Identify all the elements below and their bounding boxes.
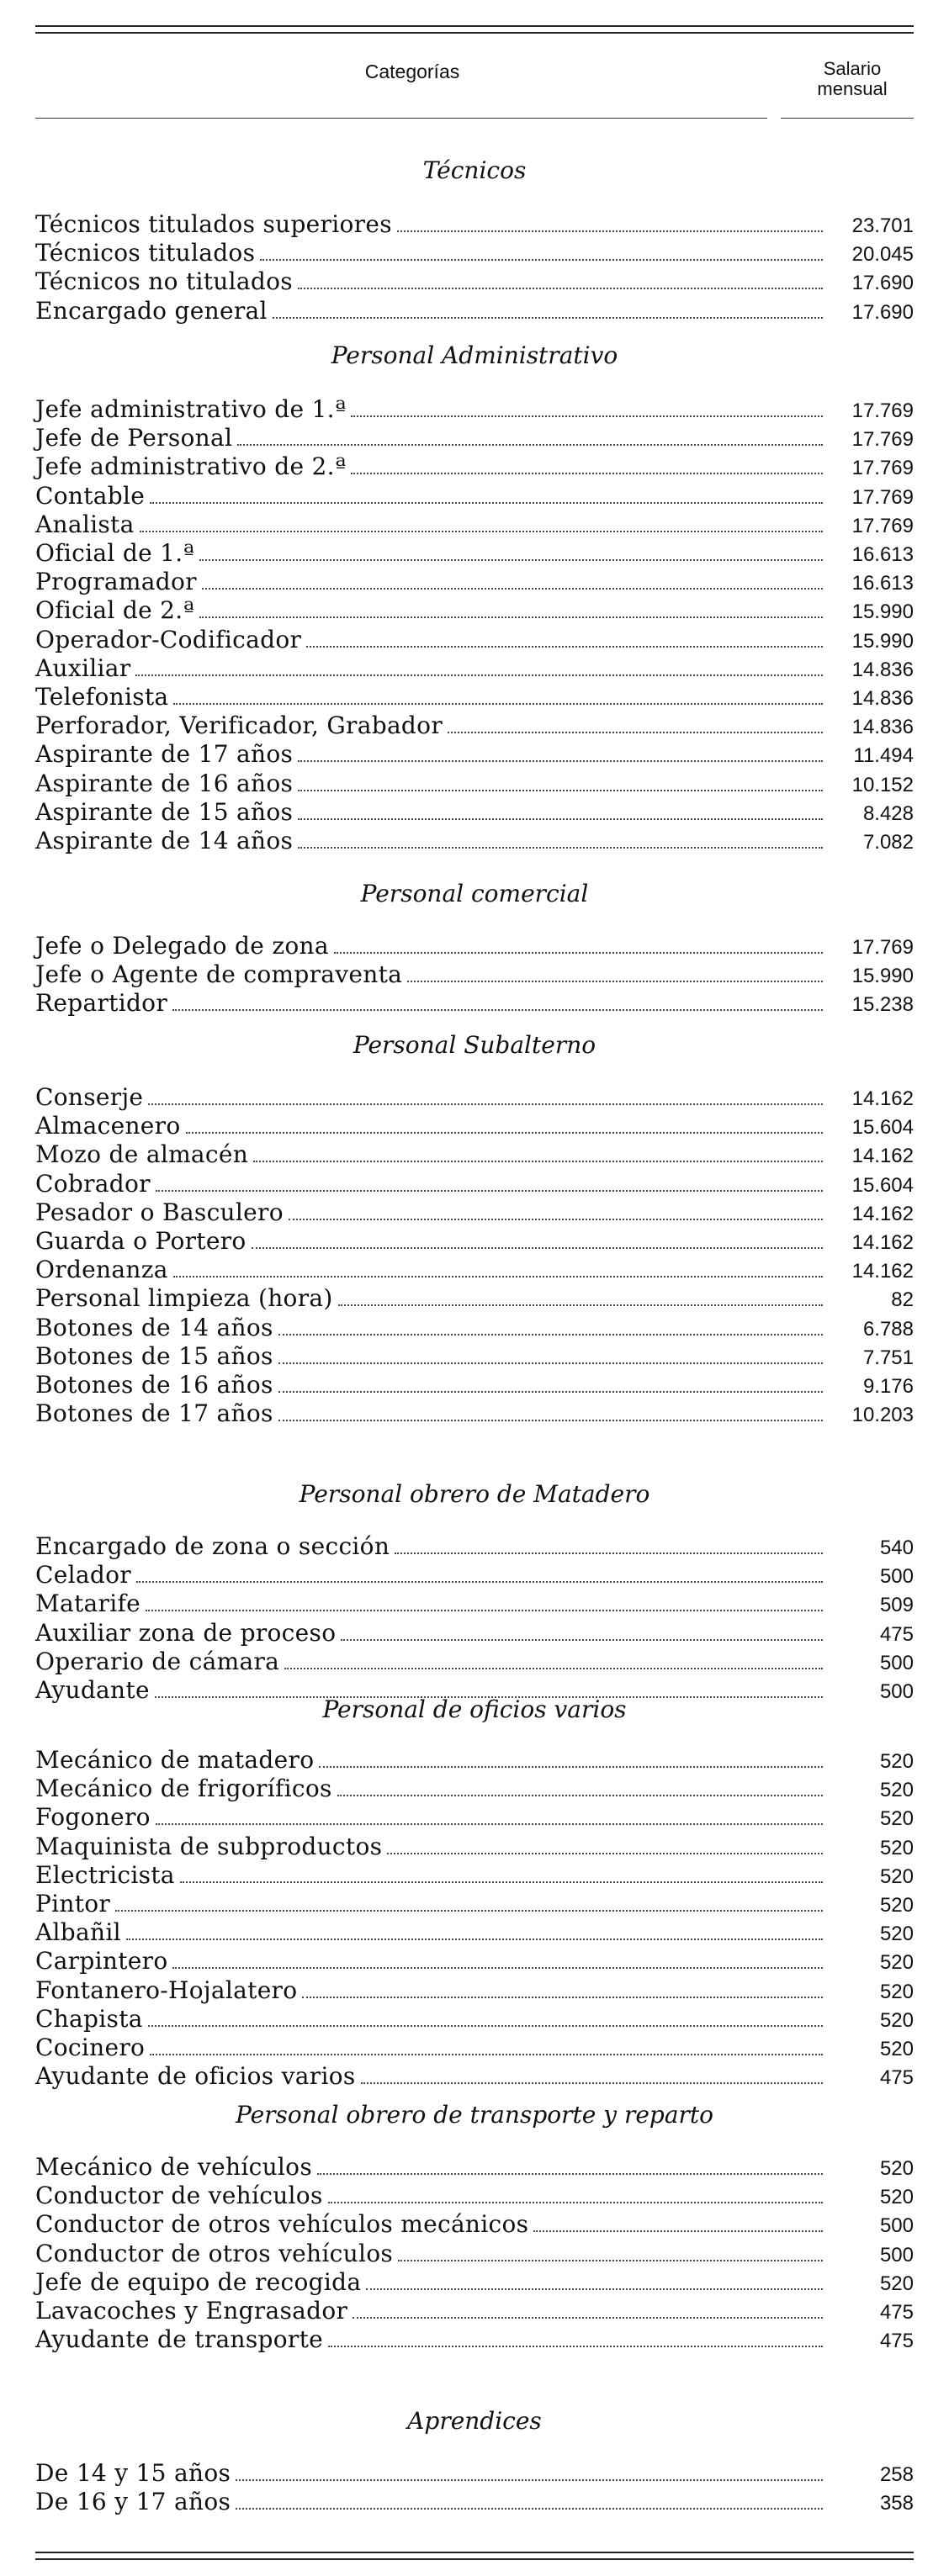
salary-value: 540 bbox=[879, 1537, 914, 1559]
category-label: Jefe administrativo de 1.ª bbox=[35, 395, 347, 423]
salary-value: 17.769 bbox=[851, 457, 914, 480]
category-label: De 14 y 15 años bbox=[35, 2459, 231, 2487]
category-label: Ordenanza bbox=[35, 1256, 168, 1284]
category-label: Telefonista bbox=[35, 683, 169, 711]
section-title: Personal comercial bbox=[360, 880, 589, 907]
table-row bbox=[35, 2005, 914, 2034]
dot-leader bbox=[387, 1851, 823, 1854]
table-row bbox=[35, 239, 914, 267]
table-row bbox=[35, 1140, 914, 1169]
category-label: Botones de 16 años bbox=[35, 1371, 273, 1399]
table-row bbox=[35, 1619, 914, 1648]
salary-value: 500 bbox=[879, 1565, 914, 1589]
table-row bbox=[35, 1083, 914, 1112]
category-label: Aspirante de 14 años bbox=[35, 827, 294, 854]
dot-leader bbox=[273, 315, 823, 319]
salary-value: 520 bbox=[879, 1779, 914, 1802]
salary-value: 14.836 bbox=[851, 716, 914, 739]
dot-leader bbox=[236, 2506, 823, 2510]
dot-leader bbox=[199, 615, 823, 618]
salary-value: 520 bbox=[879, 1923, 914, 1946]
category-label: Auxiliar zona de proceso bbox=[35, 1618, 337, 1647]
dot-leader bbox=[298, 845, 823, 849]
table-row bbox=[35, 1342, 914, 1371]
dot-leader bbox=[306, 644, 823, 648]
salary-value: 15.990 bbox=[851, 965, 914, 988]
category-label: Fogonero bbox=[35, 1803, 151, 1832]
dot-leader bbox=[172, 1008, 823, 1011]
salary-value: 15.990 bbox=[851, 600, 914, 624]
salary-value: 520 bbox=[879, 1807, 914, 1831]
section-title: Personal Administrativo bbox=[331, 341, 618, 369]
category-label: Botones de 17 años bbox=[35, 1399, 273, 1428]
category-label: Guarda o Portero bbox=[35, 1227, 247, 1255]
category-label: Mozo de almacén bbox=[35, 1140, 249, 1169]
salary-header-line2: mensual bbox=[817, 78, 888, 99]
table-row bbox=[35, 1112, 914, 1140]
category-label: Almacenero bbox=[35, 1112, 181, 1140]
table-row bbox=[35, 1976, 914, 2005]
dot-leader bbox=[298, 286, 823, 289]
salary-value: 520 bbox=[879, 1865, 914, 1888]
dot-leader bbox=[135, 673, 823, 676]
dot-leader bbox=[237, 442, 823, 446]
table-row bbox=[35, 596, 914, 625]
table-row bbox=[35, 770, 914, 798]
salary-value: 15.238 bbox=[851, 993, 914, 1017]
dot-leader bbox=[398, 2258, 823, 2261]
table-row bbox=[35, 482, 914, 510]
dot-leader bbox=[278, 1389, 823, 1393]
dot-leader bbox=[298, 759, 823, 762]
table-row bbox=[35, 267, 914, 296]
dot-leader bbox=[150, 500, 823, 504]
dot-leader bbox=[236, 2478, 823, 2481]
dot-leader bbox=[284, 1666, 823, 1669]
dot-leader bbox=[156, 1188, 823, 1192]
dot-leader bbox=[278, 1361, 823, 1364]
table-row bbox=[35, 989, 914, 1018]
dot-leader bbox=[448, 730, 823, 733]
table-row bbox=[35, 424, 914, 452]
category-label: Ayudante de transporte bbox=[35, 2325, 324, 2354]
category-label: Matarife bbox=[35, 1590, 140, 1618]
dot-leader bbox=[278, 1332, 823, 1336]
table-row bbox=[35, 960, 914, 989]
salary-header-line1: Salario bbox=[823, 58, 882, 79]
section-title: Personal obrero de Matadero bbox=[299, 1480, 650, 1508]
table-row bbox=[35, 740, 914, 769]
category-label: Conductor de otros vehículos bbox=[35, 2239, 394, 2267]
salary-value: 8.428 bbox=[862, 801, 914, 825]
table-row bbox=[35, 827, 914, 855]
salary-value: 475 bbox=[879, 2330, 914, 2353]
dot-leader bbox=[334, 950, 823, 954]
table-row bbox=[35, 395, 914, 424]
category-label: Mecánico de frigoríficos bbox=[35, 1775, 332, 1803]
dot-leader bbox=[186, 1130, 823, 1134]
table-row bbox=[35, 539, 914, 568]
salary-value: 10.203 bbox=[851, 1404, 914, 1427]
category-label: Pesador o Basculero bbox=[35, 1198, 284, 1226]
table-row bbox=[35, 2459, 914, 2488]
salary-value: 520 bbox=[879, 2186, 914, 2209]
salary-value: 17.769 bbox=[851, 485, 914, 509]
salary-value: 16.613 bbox=[851, 543, 914, 566]
dot-leader bbox=[351, 471, 823, 474]
category-label: Jefe de equipo de recogida bbox=[35, 2267, 362, 2296]
dot-leader bbox=[150, 2052, 823, 2055]
salary-value: 6.788 bbox=[862, 1317, 914, 1341]
dot-leader bbox=[146, 1608, 823, 1611]
category-label: Encargado de zona o sección bbox=[35, 1532, 390, 1560]
category-label: Contable bbox=[35, 481, 146, 510]
salary-value: 14.162 bbox=[851, 1087, 914, 1110]
salary-value: 258 bbox=[879, 2463, 914, 2486]
salary-value: 17.690 bbox=[851, 272, 914, 295]
table-row bbox=[35, 1947, 914, 1976]
salary-value: 475 bbox=[879, 1622, 914, 1646]
category-label: Conserje bbox=[35, 1083, 144, 1111]
salary-value: 17.769 bbox=[851, 428, 914, 452]
table-row bbox=[35, 2182, 914, 2210]
salary-value: 17.769 bbox=[851, 936, 914, 959]
table-row bbox=[35, 1198, 914, 1227]
table-row bbox=[35, 2488, 914, 2516]
salary-value: 17.690 bbox=[851, 300, 914, 324]
dot-leader bbox=[202, 586, 823, 590]
table-row bbox=[35, 1170, 914, 1198]
category-label: Ayudante de oficios varios bbox=[35, 2062, 356, 2091]
dot-leader bbox=[397, 229, 823, 232]
salary-value: 500 bbox=[879, 2214, 914, 2238]
dot-leader bbox=[338, 1303, 823, 1306]
salary-value: 15.990 bbox=[851, 629, 914, 653]
category-label: Aspirante de 15 años bbox=[35, 797, 294, 826]
table-row bbox=[35, 297, 914, 325]
category-label: Electricista bbox=[35, 1860, 175, 1889]
salary-value: 500 bbox=[879, 2243, 914, 2267]
salary-value: 520 bbox=[879, 1750, 914, 1773]
category-label: Botones de 15 años bbox=[35, 1341, 273, 1370]
dot-leader bbox=[317, 2171, 823, 2175]
salary-value: 9.176 bbox=[862, 1375, 914, 1398]
table-row bbox=[35, 1532, 914, 1561]
salary-value: 11.494 bbox=[853, 744, 914, 768]
table-row bbox=[35, 2240, 914, 2268]
dot-leader bbox=[140, 529, 823, 532]
table-row bbox=[35, 1561, 914, 1590]
salary-value: 10.152 bbox=[851, 773, 914, 796]
category-label: Jefe o Agente de compraventa bbox=[35, 960, 403, 989]
dot-leader bbox=[298, 817, 823, 820]
dot-leader bbox=[366, 2287, 823, 2290]
table-row bbox=[35, 2325, 914, 2354]
salary-value: 520 bbox=[879, 1836, 914, 1859]
dot-leader bbox=[298, 788, 823, 791]
dot-leader bbox=[533, 2229, 823, 2232]
dot-leader bbox=[337, 1793, 823, 1796]
table-row bbox=[35, 1371, 914, 1399]
salary-value: 14.162 bbox=[851, 1231, 914, 1254]
table-row bbox=[35, 654, 914, 683]
table-row bbox=[35, 1399, 914, 1428]
category-label: Auxiliar bbox=[35, 653, 131, 682]
dot-leader bbox=[156, 1822, 823, 1825]
salary-value: 14.836 bbox=[851, 658, 914, 681]
bottom-rule-1 bbox=[35, 2552, 914, 2553]
salary-value: 15.604 bbox=[851, 1173, 914, 1197]
salary-value: 17.769 bbox=[851, 399, 914, 422]
category-label: Cocinero bbox=[35, 2034, 146, 2061]
salary-value: 500 bbox=[879, 1651, 914, 1674]
table-row bbox=[35, 510, 914, 539]
dot-leader bbox=[180, 1880, 823, 1883]
table-row bbox=[35, 1648, 914, 1676]
table-row bbox=[35, 1775, 914, 1803]
salary-value: 520 bbox=[879, 2038, 914, 2060]
table-row bbox=[35, 2268, 914, 2297]
dot-leader bbox=[361, 2081, 823, 2084]
category-label: Chapista bbox=[35, 2004, 143, 2033]
category-label: Técnicos titulados bbox=[35, 239, 256, 267]
dot-leader bbox=[199, 558, 823, 561]
salary-value: 14.836 bbox=[851, 687, 914, 710]
dot-leader bbox=[126, 1937, 823, 1940]
salary-value: 475 bbox=[879, 2066, 914, 2090]
dot-leader bbox=[341, 1637, 823, 1641]
table-row bbox=[35, 711, 914, 740]
salary-value: 500 bbox=[879, 1680, 914, 1703]
category-label: Perforador, Verificador, Grabador bbox=[35, 711, 443, 740]
salary-value: 23.701 bbox=[851, 214, 914, 237]
table-row bbox=[35, 2034, 914, 2062]
dot-leader bbox=[252, 1246, 823, 1249]
salary-value: 14.162 bbox=[851, 1145, 914, 1168]
table-row bbox=[35, 2210, 914, 2239]
dot-leader bbox=[328, 2200, 823, 2203]
table-row bbox=[35, 1918, 914, 1947]
table-row bbox=[35, 2297, 914, 2325]
salary-value: 17.769 bbox=[851, 514, 914, 537]
dot-leader bbox=[148, 1102, 823, 1105]
dot-leader bbox=[351, 414, 823, 417]
dot-leader bbox=[115, 1908, 823, 1912]
category-label: Operador-Codificador bbox=[35, 625, 302, 653]
table-row bbox=[35, 1746, 914, 1775]
section-title: Personal de oficios varios bbox=[322, 1695, 627, 1723]
table-row bbox=[35, 452, 914, 481]
table-row bbox=[35, 1284, 914, 1313]
table-row bbox=[35, 1803, 914, 1832]
salary-value: 520 bbox=[879, 1951, 914, 1975]
salary-value: 14.162 bbox=[851, 1202, 914, 1225]
category-label: Pintor bbox=[35, 1890, 111, 1917]
category-label: Aspirante de 17 años bbox=[35, 740, 294, 769]
category-label: Jefe administrativo de 2.ª bbox=[35, 452, 347, 481]
category-label: Botones de 14 años bbox=[35, 1313, 273, 1341]
table-row bbox=[35, 2062, 914, 2091]
dot-leader bbox=[172, 1965, 823, 1969]
header-rule-left bbox=[35, 118, 767, 119]
dot-leader bbox=[253, 1159, 823, 1162]
salary-value: 7.082 bbox=[862, 831, 914, 854]
category-label: Albañil bbox=[35, 1918, 121, 1947]
category-label: Operario de cámara bbox=[35, 1647, 280, 1675]
dot-leader bbox=[289, 1217, 823, 1220]
section-title: Aprendices bbox=[407, 2407, 542, 2435]
table-row bbox=[35, 1890, 914, 1918]
dot-leader bbox=[395, 1551, 823, 1554]
table-row bbox=[35, 1227, 914, 1256]
categories-header: Categorías bbox=[364, 61, 460, 82]
category-label: De 16 y 17 años bbox=[35, 2488, 231, 2516]
table-row bbox=[35, 1314, 914, 1342]
table-row bbox=[35, 798, 914, 827]
category-label: Mecánico de matadero bbox=[35, 1746, 315, 1774]
category-label: Oficial de 2.ª bbox=[35, 596, 195, 625]
dot-leader bbox=[136, 1579, 823, 1583]
salary-value: 20.045 bbox=[851, 243, 914, 267]
salary-value: 7.751 bbox=[862, 1346, 914, 1369]
dot-leader bbox=[173, 701, 823, 705]
table-row bbox=[35, 683, 914, 711]
section-title: Personal obrero de transporte y reparto bbox=[235, 2101, 714, 2129]
category-label: Lavacoches y Engrasador bbox=[35, 2297, 348, 2325]
category-label: Jefe de Personal bbox=[35, 424, 233, 452]
category-label: Jefe o Delegado de zona bbox=[35, 932, 329, 960]
salary-value: 358 bbox=[879, 2492, 914, 2515]
category-label: Aspirante de 16 años bbox=[35, 769, 294, 797]
dot-leader bbox=[278, 1418, 823, 1421]
dot-leader bbox=[353, 2315, 823, 2319]
salary-value: 520 bbox=[879, 2272, 914, 2295]
category-label: Conductor de vehículos bbox=[35, 2182, 323, 2210]
category-label: Técnicos no titulados bbox=[35, 267, 293, 296]
salary-value: 520 bbox=[879, 2008, 914, 2032]
salary-header bbox=[791, 59, 914, 99]
salary-value: 15.604 bbox=[851, 1116, 914, 1140]
salary-value: 16.613 bbox=[851, 572, 914, 595]
category-label: Encargado general bbox=[35, 296, 268, 325]
table-row bbox=[35, 1861, 914, 1890]
bottom-rule-2 bbox=[35, 2558, 914, 2560]
category-label: Técnicos titulados superiores bbox=[35, 210, 392, 238]
salary-value: 520 bbox=[879, 1980, 914, 2003]
section-title: Técnicos bbox=[422, 156, 527, 184]
category-label: Personal limpieza (hora) bbox=[35, 1284, 333, 1313]
salary-value: 520 bbox=[879, 2157, 914, 2180]
salary-value: 520 bbox=[879, 1894, 914, 1917]
category-label: Programador bbox=[35, 568, 197, 596]
salary-value: 475 bbox=[879, 2301, 914, 2324]
category-label: Analista bbox=[35, 510, 135, 538]
dot-leader bbox=[328, 2344, 823, 2347]
dot-leader bbox=[260, 257, 823, 261]
table-row bbox=[35, 626, 914, 654]
top-rule-2 bbox=[35, 32, 914, 34]
category-label: Fontanero-Hojalatero bbox=[35, 1976, 298, 2004]
dot-leader bbox=[148, 2023, 823, 2027]
table-row bbox=[35, 1590, 914, 1618]
top-rule-1 bbox=[35, 25, 914, 27]
category-label: Conductor de otros vehículos mecánicos bbox=[35, 2210, 529, 2239]
salary-value: 14.162 bbox=[851, 1260, 914, 1283]
table-row bbox=[35, 1833, 914, 1861]
dot-leader bbox=[407, 979, 823, 982]
category-label: Celador bbox=[35, 1561, 131, 1590]
dot-leader bbox=[319, 1764, 823, 1768]
section-title: Personal Subalterno bbox=[353, 1031, 596, 1059]
category-label: Ayudante bbox=[35, 1676, 150, 1704]
category-label: Repartidor bbox=[35, 989, 168, 1018]
table-row bbox=[35, 2153, 914, 2182]
category-label: Carpintero bbox=[35, 1947, 168, 1976]
table-row bbox=[35, 210, 914, 239]
category-label: Cobrador bbox=[35, 1169, 151, 1198]
table-row bbox=[35, 1256, 914, 1284]
salary-value: 82 bbox=[891, 1288, 914, 1312]
header-rule-right bbox=[781, 118, 914, 119]
dot-leader bbox=[302, 1995, 823, 1998]
table-row bbox=[35, 568, 914, 596]
category-label: Mecánico de vehículos bbox=[35, 2153, 313, 2181]
table-row bbox=[35, 932, 914, 960]
category-label: Oficial de 1.ª bbox=[35, 539, 195, 567]
category-label: Maquinista de subproductos bbox=[35, 1832, 383, 1860]
salary-value: 509 bbox=[879, 1594, 914, 1617]
dot-leader bbox=[173, 1274, 823, 1277]
